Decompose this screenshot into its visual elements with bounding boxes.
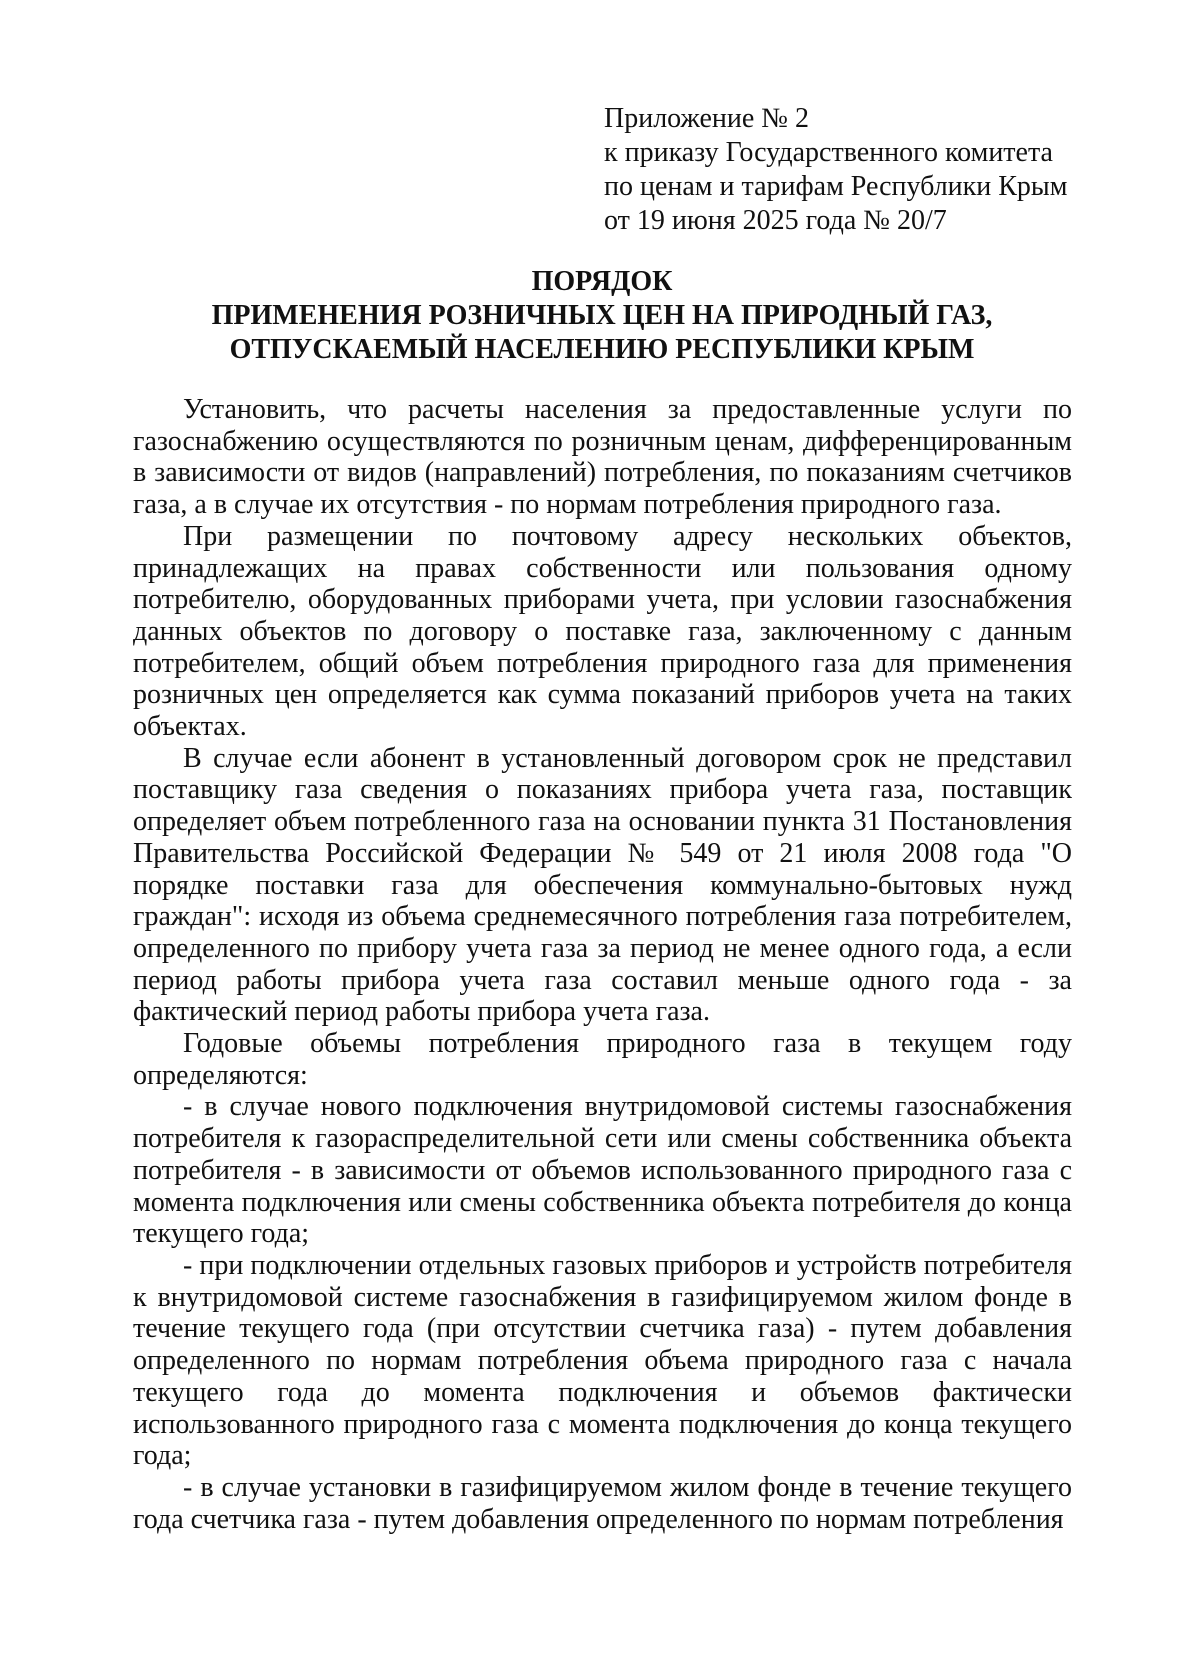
document-body: [133, 394, 1072, 1535]
appendix-date: от 19 июня 2025 года № 20/7: [604, 205, 947, 236]
document-title: [130, 265, 1074, 367]
appendix-number: Приложение № 2: [604, 103, 809, 134]
paragraph-annual-volumes: Годовые объемы потребления природного газа в текущем году определяются:: [133, 1028, 1072, 1091]
title-line-3: ОТПУСКАЕМЫЙ НАСЕЛЕНИЮ РЕСПУБЛИКИ КРЫМ: [229, 334, 975, 365]
appendix-committee: по ценам и тарифам Республики Крым: [604, 171, 1068, 202]
paragraph-meter-installation: - в случае установки в газифицируемом жилом фонде в течение текущего года счетчика газа - путем добавления определенного по нормам потребления: [133, 1471, 1072, 1535]
paragraph-appliance-connection: - при подключении отдельных газовых приборов и устройств потребителя к внутридомовой системе газоснабжения в газифицируемом жилом фонде в течение текущего года (при отсутствии счетчика газа) - путем добавления определенного по нормам потребления объема природного газа с начала текущего года до момента подключения и объемов фактически использованного природного газа с момента подключения до конца текущего года;: [133, 1249, 1072, 1472]
appendix-order-ref: к приказу Государственного комитета: [604, 137, 1053, 168]
paragraph-new-connection: - в случае нового подключения внутридомовой системы газоснабжения потребителя к газораспределительной сети или смены собственника объекта потребителя - в зависимости от объемов использованного природного газа с момента подключения или смены собственника объекта потребителя до конца текущего года;: [133, 1091, 1072, 1250]
paragraph-settlement: Установить, что расчеты населения за предоставленные услуги по газоснабжению осуществляются по розничным ценам, дифференцированным в зависимости от видов (направлений) потребления, по показаниям счетчиков газа, а в случае их отсутствия - по нормам потребления природного газа.: [133, 394, 1072, 521]
appendix-block: [604, 102, 1074, 238]
paragraph-multiple-objects: При размещении по почтовому адресу нескольких объектов, принадлежащих на правах собственности или пользования одному потребителю, оборудованных приборами учета, при условии газоснабжения данных объектов по договору о поставке газа, заключенному с данным потребителем, общий объем потребления природного газа для применения розничных цен определяется как сумма показаний приборов учета на таких объектах.: [133, 520, 1072, 743]
paragraph-missing-readings: В случае если абонент в установленный договором срок не представил поставщику газа сведения о показаниях прибора учета газа, поставщик определяет объем потребленного газа на основании пункта 31 Постановления Правительства Российской Федерации № 549 от 21 июля 2008 года "О порядке поставки газа для обеспечения коммунально-бытовых нужд граждан": исходя из объема среднемесячного потребления газа потребителем, определенного по прибору учета газа за период не менее одного года, а если период работы прибора учета газа составил меньше одного года - за фактический период работы прибора учета газа.: [133, 742, 1072, 1028]
title-line-1: ПОРЯДОК: [531, 266, 673, 297]
title-line-2: ПРИМЕНЕНИЯ РОЗНИЧНЫХ ЦЕН НА ПРИРОДНЫЙ ГАЗ,: [211, 300, 993, 331]
